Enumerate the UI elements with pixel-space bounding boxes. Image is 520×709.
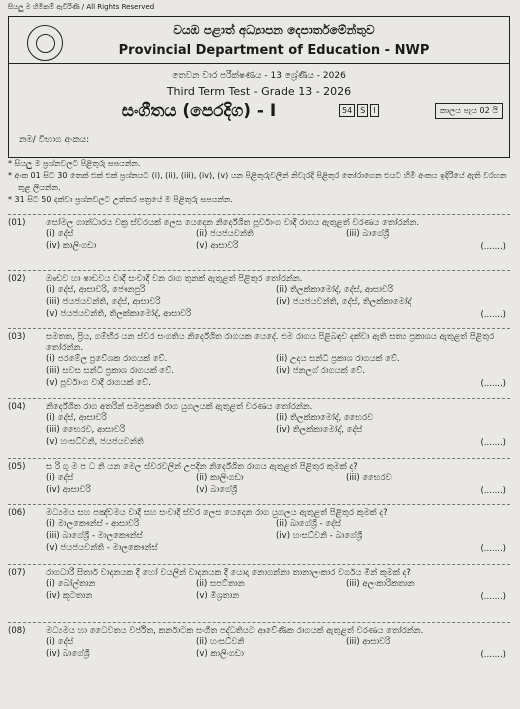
instruction-line: * සියලු ම ප්‍රශ්නවලට පිළිතුරු සපයන්න. [8, 159, 141, 168]
answer-option: (i) පරමේල ප්‍රවේශක රාගයක් වේ. [46, 354, 168, 364]
answer-blank: (.......) [480, 486, 506, 496]
answer-option: (v) හංසධ්වනි, ජයජයවන්ති [46, 437, 144, 447]
question-divider [8, 328, 510, 329]
option-list [46, 354, 510, 389]
answer-option: (ii) උදය සන්ධි ප්‍රකාශ රාගයක් වේ. [276, 354, 400, 364]
answer-option: (i) දේස්, ආසාවරි, ජෞනපුරි [46, 285, 146, 295]
option-list [46, 579, 510, 602]
exam-header [8, 16, 510, 158]
option-list [46, 473, 510, 496]
name-index-label: නම/ විභාග අංකය: [19, 135, 90, 145]
question-divider [8, 398, 510, 399]
question-number: (05) [8, 462, 26, 472]
copyright-notice: සියලු ම හිමිකම් ඇවිරිණි / All Rights Reserved [8, 3, 155, 11]
answer-option: (i) මාලකෞන්ස් - ආසාවරි [46, 519, 140, 529]
department-name-english: Provincial Department of Education - NWP [118, 43, 430, 58]
answer-option: (iii) භෛරව, ආසාවරි [46, 425, 126, 435]
answer-option: (i) දේස්, ආසාවරි [46, 413, 107, 423]
answer-blank: (.......) [480, 379, 506, 389]
question-item [8, 402, 510, 448]
answer-option: (ii) සපට්තාන [196, 579, 245, 589]
subject-code: S [357, 104, 368, 117]
answer-blank: (.......) [480, 438, 506, 448]
answer-option: (ii) තිලක්කාමෝද්, දේස්, ආසාවරි [276, 285, 393, 295]
question-item [8, 332, 510, 389]
answer-option: (iv) කාලිංගඩා [46, 241, 97, 251]
question-number: (07) [8, 568, 26, 578]
header-divider [9, 63, 509, 64]
answer-option: (iii) අලංකාරිකතාන [346, 579, 415, 589]
instructions [8, 158, 510, 206]
question-divider [8, 622, 510, 623]
answer-option: (iv) කූටතාන [46, 591, 93, 601]
question-item [8, 218, 510, 252]
question-number: (03) [8, 332, 26, 342]
question-item [8, 274, 510, 320]
answer-blank: (.......) [480, 310, 506, 320]
answer-option: (i) බෝල්තාන [46, 579, 96, 589]
subject-title: සංගීතය (පෙරදිග) - I [121, 101, 277, 121]
question-divider [8, 270, 510, 271]
answer-option: (v) පූර්වාංග වාදී රාගයක් වේ. [46, 378, 151, 388]
answer-option: (v) ආසාවරි [196, 241, 239, 251]
question-text: සමතත, ප්‍රිය, ගම්භීර යන ස්වර සංගතිය නිර්දේශිත රාගයක යෙදේ. එම රාගය පිළිබඳව දක්වා ඇති සත්‍ය ප්‍රකාශය ඇතුළත් පිළිතුර තෝරන්න. [46, 332, 495, 353]
answer-option: (v) ජයජයවන්ති, තිලක්කාමෝද්, ආසාවරි [46, 309, 192, 319]
subject-code: 54 [339, 104, 355, 117]
answer-option: (iv) ජනලග් රාගයක් වේ. [276, 366, 365, 376]
answer-blank: (.......) [480, 592, 506, 602]
question-text: සෝමල ගාන්ධාරය වක්‍ර ස්වරයක් ලෙස යෙදෙන නිර්දේශිත පූර්වාංග වාදී රාගය ඇතුළත් වරණය තෝරන්න. [46, 218, 420, 228]
question-number: (02) [8, 274, 26, 284]
question-item [8, 462, 510, 496]
answer-blank: (.......) [480, 544, 506, 554]
question-item [8, 568, 510, 602]
question-number: (04) [8, 402, 26, 412]
answer-option: (iii) සවස සන්ධි ප්‍රකාශ රාගයක් වේ. [46, 366, 175, 376]
instruction-line: * 31 සිට 50 දක්වා ප්‍රශ්නවලට උත්තර පත්‍රයේ ම පිළිතුරු සපයන්න. [8, 195, 233, 204]
option-list [46, 229, 510, 252]
term-title-english: Third Term Test - Grade 13 - 2026 [166, 85, 352, 98]
option-list [46, 637, 510, 660]
answer-option: (v) මිශ්‍රතාන [196, 591, 240, 601]
question-text: ස රි ගු ම ප ධ නි යන මෙල ස්වරවලින් උපදින නිර්දේශිත රාගය ඇතුළත් පිළිතුර කුමක් ද? [46, 462, 358, 472]
answer-option: (iii) බාගේශ්‍රී [346, 229, 390, 239]
question-text: මධ්‍යමය හා ධෛවතය වර්ජිත, කර්නාටක සංගීත පද්ධතියට ආවේණික රාගයක් ඇතුළත් වරණය තෝරන්න. [46, 626, 424, 636]
answer-option: (ii) තිලක්කාමෝද්, භෛරව [276, 413, 374, 423]
question-number: (08) [8, 626, 26, 636]
answer-option: (i) දේස් [46, 637, 74, 647]
answer-option: (ii) කාලිංගඩා [196, 473, 244, 483]
answer-option: (ii) ජයජයවන්ති [196, 229, 254, 239]
answer-option: (iv) හංසධ්වනි - බාගේශ්‍රී [276, 531, 363, 541]
answer-option: (iv) ආසාවරි [46, 485, 91, 495]
instruction-line: * අංක 01 සිට 30 තෙක් එක් එක් ප්‍රශ්නයට (i), (ii), (iii), (iv), (v) යන පිළිතුරුවලින් නිවැරදි පිළිතුර තෝරාගෙන එයට හිමි අංකය ඉදිරියේ ඇති වරහන තුළ ලියන්න. [8, 171, 507, 192]
answer-option: (v) කාලිංගඩා [196, 649, 244, 659]
answer-blank: (.......) [480, 650, 506, 660]
answer-option: (iv) ජයජයවන්ති, දේස්, තිලක්කාමෝද් [276, 297, 412, 307]
question-text: ඖඩව හා ෂාඩවය වාදී සංවාදී වන රාග තුනක් ඇතුළත් පිළිතුර තෝරන්න. [46, 274, 303, 284]
question-number: (06) [8, 508, 26, 518]
question-text: නිර්දේශිත රාග අතරින් සමප්‍රකෘති රාග යුගලයක් ඇතුළත් වරණය තෝරන්න. [46, 402, 313, 412]
department-name-sinhala: වයඹ පළාත් අධ්‍යාපන දෙපාර්තමේන්තුව [173, 23, 375, 37]
answer-option: (iii) භෛරව [346, 473, 392, 483]
option-list [46, 519, 510, 554]
duration-box: කාලය පැය 02 යි [435, 103, 503, 119]
question-item [8, 508, 510, 554]
option-list [46, 285, 510, 320]
question-divider [8, 214, 510, 215]
answer-option: (iii) බාගේශ්‍රී - මාලකෞන්ස් [46, 531, 143, 541]
answer-option: (iii) ජයජයවන්ති, දේස්, ආසාවරි [46, 297, 161, 307]
answer-option: (iii) ආසාවරි [346, 637, 391, 647]
question-text: මධ්‍යමය සහ පඤ්චමය වාදී සහ සංවාදී ස්වර ලෙස යෙදෙන රාග යුගලය ඇතුළත් පිළිතුර කුමක් ද? [46, 508, 388, 518]
answer-blank: (.......) [480, 242, 506, 252]
answer-option: (i) දේස් [46, 473, 74, 483]
answer-option: (v) ජයජයවන්ති - මාලකෞන්ස් [46, 543, 158, 553]
answer-option: (i) දේස් [46, 229, 74, 239]
question-number: (01) [8, 218, 26, 228]
answer-option: (iv) තිලක්කාමෝද්, දේස් [276, 425, 363, 435]
answer-option: (ii) හංසධ්වනි [196, 637, 245, 647]
question-divider [8, 458, 510, 459]
subject-codes [339, 104, 379, 117]
question-item [8, 626, 510, 660]
term-title-sinhala: තෙවන වාර පරීක්ෂණය - 13 ශ්‍රේණිය - 2026 [172, 71, 346, 81]
option-list [46, 413, 510, 448]
answer-option: (ii) බාගේශ්‍රී - දේස් [276, 519, 342, 529]
question-divider [8, 504, 510, 505]
subject-code: I [370, 104, 378, 117]
answer-option: (iv) බාගේශ්‍රී [46, 649, 90, 659]
question-text: රාගධාරී සිතාර් වාදනයක දී හෝ වයලින් වාදනයක දී යොදා නොගන්නා තානාලංකාර වර්ගය මින් කුමක් ද? [46, 568, 411, 578]
question-divider [8, 564, 510, 565]
answer-option: (v) බාගේශ්‍රී [196, 485, 238, 495]
